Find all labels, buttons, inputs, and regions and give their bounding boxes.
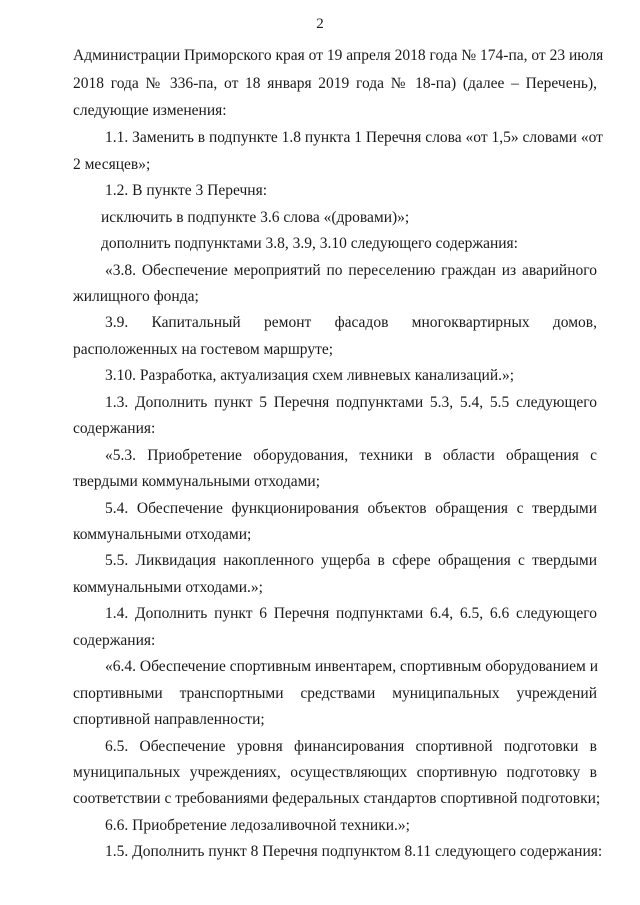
text-line: 6.5. Обеспечение уровня финансирования спортивной подготовки в bbox=[105, 738, 597, 755]
text-line: спортивными транспортными средствами муниципальных учреждений bbox=[73, 685, 597, 702]
text-line: муниципальных учреждениях, осуществляющих спортивную подготовку в bbox=[73, 764, 597, 781]
text-line: 1.2. В пункте 3 Перечня: bbox=[105, 182, 268, 199]
text-line: «6.4. Обеспечение спортивным инвентарем, спортивным оборудованием и bbox=[105, 658, 599, 675]
text-line: Администрации Приморского края от 19 апреля 2018 года № 174-па, от 23 июля bbox=[73, 47, 604, 64]
text-line: дополнить подпунктами 3.8, 3.9, 3.10 следующего содержания: bbox=[101, 235, 518, 252]
text-line: 2 месяцев»; bbox=[73, 156, 151, 173]
text-line: 5.4. Обеспечение функционирования объектов обращения с твердыми bbox=[105, 500, 597, 517]
text-line: 1.5. Дополнить пункт 8 Перечня подпунктом 8.11 следующего содержания: bbox=[105, 843, 603, 860]
text-line: 1.4. Дополнить пункт 6 Перечня подпунктами 6.4, 6.5, 6.6 следующего bbox=[105, 605, 597, 622]
text-line: 1.1. Заменить в подпункте 1.8 пункта 1 Перечня слова «от 1,5» словами «от bbox=[105, 129, 603, 146]
text-line: 5.5. Ликвидация накопленного ущерба в сфере обращения с твердыми bbox=[105, 552, 597, 569]
text-line: жилищного фонда; bbox=[73, 288, 199, 305]
text-line: исключить в подпункте 3.6 слова «(дровами)»; bbox=[101, 209, 410, 226]
text-line: спортивной направленности; bbox=[73, 711, 265, 728]
text-line: коммунальными отходами.»; bbox=[73, 579, 263, 596]
text-line: 3.10. Разработка, актуализация схем ливневых канализаций.»; bbox=[105, 367, 515, 384]
text-line: 3.9. Капитальный ремонт фасадов многоквартирных домов, bbox=[105, 314, 597, 331]
text-line: содержания: bbox=[73, 420, 156, 437]
text-line: следующие изменения: bbox=[73, 102, 227, 119]
text-line: расположенных на гостевом маршруте; bbox=[73, 341, 334, 358]
text-line: коммунальными отходами; bbox=[73, 526, 252, 543]
text-line: «5.3. Приобретение оборудования, техники в области обращения с bbox=[105, 447, 597, 464]
text-line: 2018 года № 336-па, от 18 января 2019 года № 18-па) (далее – Перечень), bbox=[73, 75, 597, 92]
text-line: 6.6. Приобретение ледозаливочной техники.»; bbox=[105, 817, 410, 834]
text-line: 1.3. Дополнить пункт 5 Перечня подпунктами 5.3, 5.4, 5.5 следующего bbox=[105, 394, 597, 411]
page-number: 2 bbox=[316, 16, 324, 32]
text-line: соответствии с требованиями федеральных стандартов спортивной подготовки; bbox=[73, 790, 601, 807]
text-line: твердыми коммунальными отходами; bbox=[73, 473, 321, 490]
text-line: содержания: bbox=[73, 632, 156, 649]
text-line: «3.8. Обеспечение мероприятий по переселению граждан из аварийного bbox=[105, 262, 597, 279]
